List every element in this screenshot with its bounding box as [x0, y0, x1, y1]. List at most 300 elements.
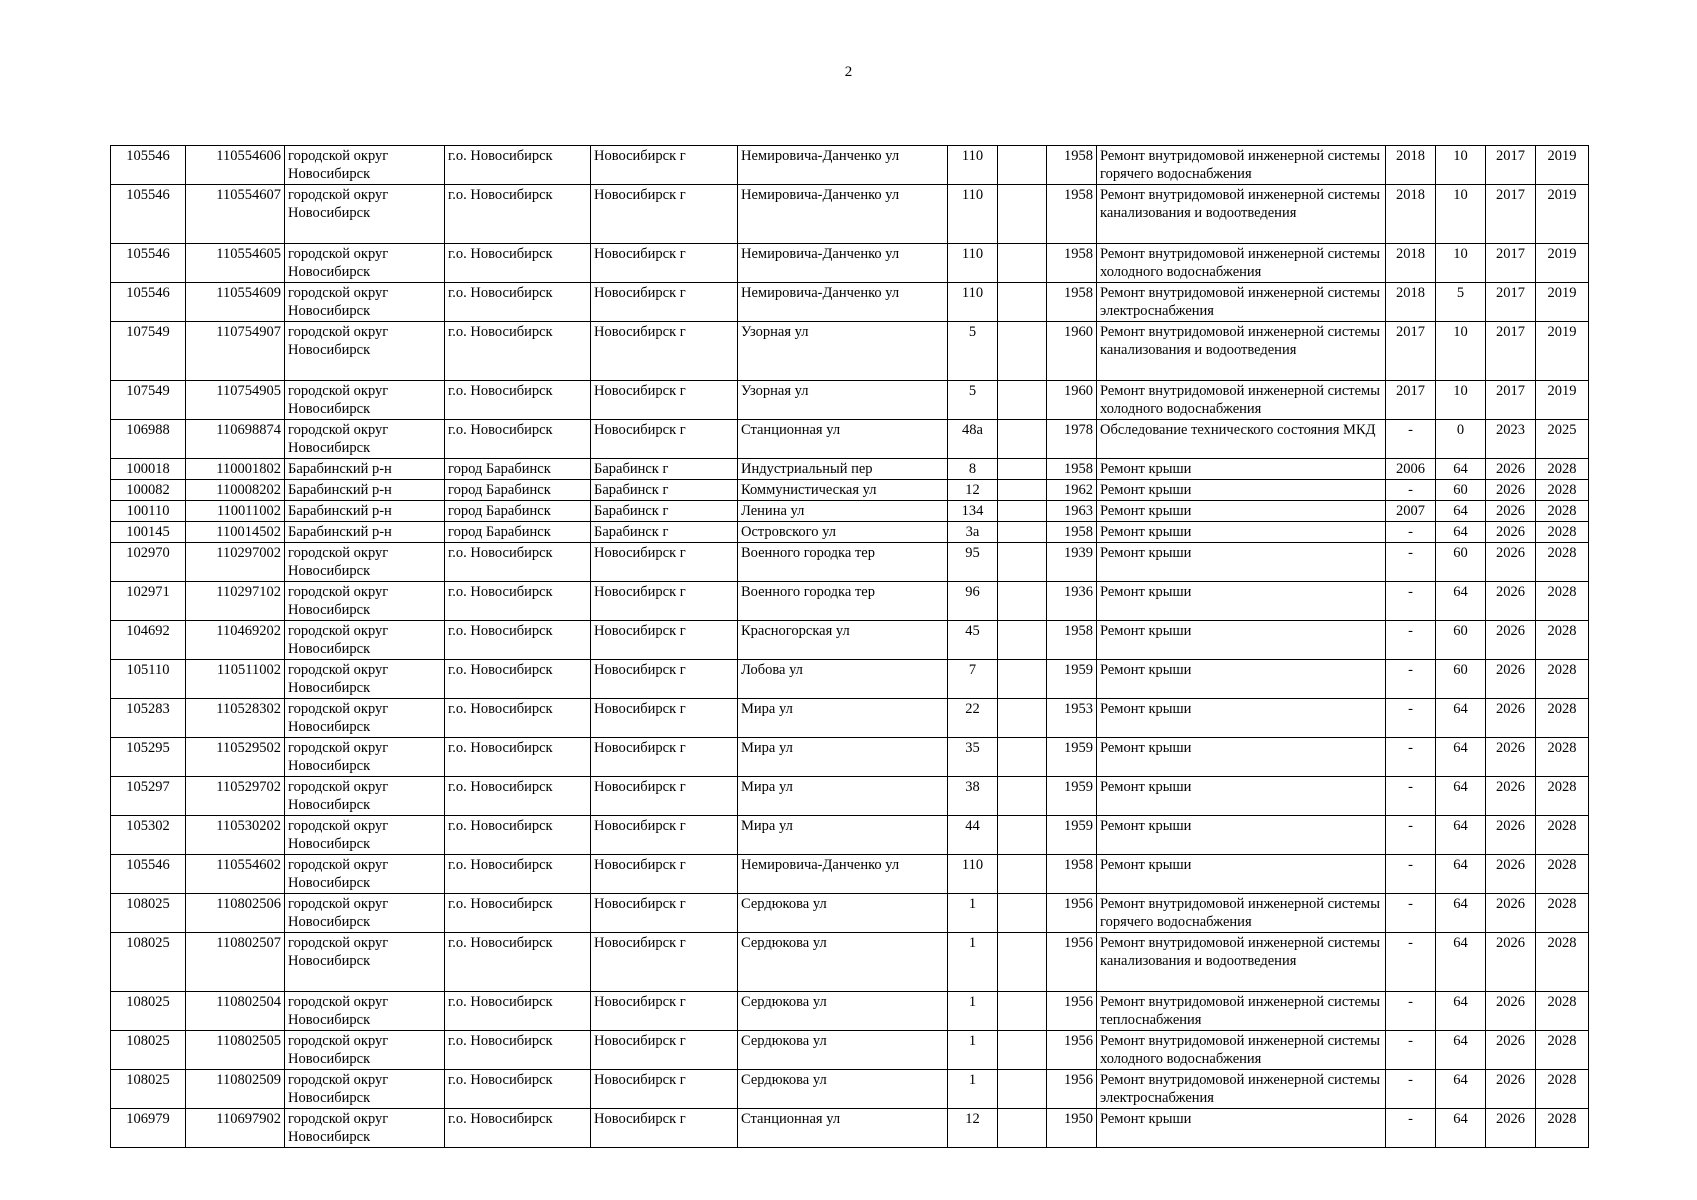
cell-construction-year: 1959: [1047, 738, 1097, 777]
cell-deterioration: 64: [1436, 933, 1486, 992]
cell-municipality: г.о. Новосибирск: [445, 699, 591, 738]
cell-municipality: г.о. Новосибирск: [445, 894, 591, 933]
cell-work-id: 110011002: [186, 501, 285, 522]
cell-house-number: 1: [948, 1070, 998, 1109]
cell-last-repair-year: -: [1386, 894, 1436, 933]
cell-last-repair-year: -: [1386, 738, 1436, 777]
cell-house-id: 100018: [111, 459, 186, 480]
cell-work-id: 110802506: [186, 894, 285, 933]
cell-construction-year: 1936: [1047, 582, 1097, 621]
cell-settlement: Новосибирск г: [591, 992, 738, 1031]
cell-construction-year: 1962: [1047, 480, 1097, 501]
cell-period-start: 2026: [1486, 855, 1536, 894]
cell-street: Станционная ул: [738, 420, 948, 459]
page-number: 2: [844, 64, 853, 80]
cell-street: Сердюкова ул: [738, 1031, 948, 1070]
cell-period-start: 2026: [1486, 894, 1536, 933]
cell-building: [998, 738, 1047, 777]
cell-municipality: г.о. Новосибирск: [445, 621, 591, 660]
cell-house-id: 105297: [111, 777, 186, 816]
cell-work-type: Ремонт крыши: [1097, 459, 1386, 480]
cell-work-id: 110529702: [186, 777, 285, 816]
cell-street: Коммунистическая ул: [738, 480, 948, 501]
cell-house-number: 1: [948, 894, 998, 933]
cell-deterioration: 64: [1436, 992, 1486, 1031]
cell-period-start: 2026: [1486, 459, 1536, 480]
cell-construction-year: 1953: [1047, 699, 1097, 738]
cell-house-id: 106988: [111, 420, 186, 459]
cell-deterioration: 0: [1436, 420, 1486, 459]
cell-period-end: 2019: [1536, 381, 1589, 420]
cell-deterioration: 10: [1436, 322, 1486, 381]
cell-house-number: 1: [948, 992, 998, 1031]
cell-street: Узорная ул: [738, 322, 948, 381]
cell-municipality: г.о. Новосибирск: [445, 322, 591, 381]
cell-house-id: 105546: [111, 855, 186, 894]
cell-work-type: Ремонт внутридомовой инженерной системы холодного водоснабжения: [1097, 1031, 1386, 1070]
cell-municipality: г.о. Новосибирск: [445, 855, 591, 894]
cell-municipality: г.о. Новосибирск: [445, 283, 591, 322]
cell-period-start: 2026: [1486, 992, 1536, 1031]
cell-municipal-district: городской округ Новосибирск: [285, 146, 445, 185]
cell-municipality: город Барабинск: [445, 501, 591, 522]
cell-last-repair-year: 2017: [1386, 322, 1436, 381]
cell-construction-year: 1958: [1047, 244, 1097, 283]
cell-settlement: Барабинск г: [591, 501, 738, 522]
table-row: [111, 699, 1589, 738]
cell-house-id: 105546: [111, 283, 186, 322]
cell-settlement: Новосибирск г: [591, 543, 738, 582]
cell-work-type: Ремонт крыши: [1097, 660, 1386, 699]
cell-deterioration: 10: [1436, 185, 1486, 244]
table-row: [111, 522, 1589, 543]
table-row: [111, 894, 1589, 933]
cell-construction-year: 1960: [1047, 381, 1097, 420]
cell-work-id: 110802504: [186, 992, 285, 1031]
cell-settlement: Новосибирск г: [591, 185, 738, 244]
cell-deterioration: 64: [1436, 855, 1486, 894]
cell-street: Мира ул: [738, 699, 948, 738]
cell-work-type: Ремонт внутридомовой инженерной системы холодного водоснабжения: [1097, 244, 1386, 283]
cell-construction-year: 1939: [1047, 543, 1097, 582]
cell-work-id: 110802509: [186, 1070, 285, 1109]
cell-work-type: Ремонт внутридомовой инженерной системы горячего водоснабжения: [1097, 146, 1386, 185]
cell-building: [998, 1031, 1047, 1070]
cell-period-start: 2017: [1486, 185, 1536, 244]
cell-work-id: 110754907: [186, 322, 285, 381]
cell-period-start: 2026: [1486, 621, 1536, 660]
cell-house-number: 110: [948, 185, 998, 244]
cell-building: [998, 146, 1047, 185]
cell-building: [998, 420, 1047, 459]
cell-settlement: Новосибирск г: [591, 1031, 738, 1070]
cell-period-start: 2023: [1486, 420, 1536, 459]
cell-construction-year: 1958: [1047, 855, 1097, 894]
cell-house-number: 110: [948, 283, 998, 322]
cell-street: Военного городка тер: [738, 582, 948, 621]
cell-last-repair-year: -: [1386, 582, 1436, 621]
cell-building: [998, 582, 1047, 621]
cell-street: Островского ул: [738, 522, 948, 543]
cell-municipal-district: городской округ Новосибирск: [285, 992, 445, 1031]
cell-street: Немировича-Данченко ул: [738, 855, 948, 894]
cell-municipal-district: городской округ Новосибирск: [285, 1031, 445, 1070]
table-row: [111, 816, 1589, 855]
table-row: [111, 777, 1589, 816]
cell-street: Мира ул: [738, 816, 948, 855]
cell-municipal-district: городской округ Новосибирск: [285, 660, 445, 699]
cell-house-id: 105110: [111, 660, 186, 699]
cell-period-end: 2019: [1536, 322, 1589, 381]
table-row: [111, 1109, 1589, 1148]
cell-construction-year: 1978: [1047, 420, 1097, 459]
cell-deterioration: 10: [1436, 146, 1486, 185]
cell-house-id: 105283: [111, 699, 186, 738]
cell-work-id: 110297002: [186, 543, 285, 582]
cell-period-start: 2017: [1486, 283, 1536, 322]
table-row: [111, 543, 1589, 582]
cell-house-id: 104692: [111, 621, 186, 660]
cell-work-type: Ремонт крыши: [1097, 621, 1386, 660]
cell-last-repair-year: 2006: [1386, 459, 1436, 480]
cell-period-start: 2026: [1486, 522, 1536, 543]
cell-building: [998, 480, 1047, 501]
cell-work-type: Ремонт внутридомовой инженерной системы теплоснабжения: [1097, 992, 1386, 1031]
cell-last-repair-year: -: [1386, 480, 1436, 501]
cell-period-end: 2028: [1536, 480, 1589, 501]
cell-last-repair-year: -: [1386, 1070, 1436, 1109]
cell-municipality: город Барабинск: [445, 480, 591, 501]
cell-work-type: Ремонт внутридомовой инженерной системы электроснабжения: [1097, 1070, 1386, 1109]
table-row: [111, 933, 1589, 992]
cell-house-number: 5: [948, 381, 998, 420]
cell-street: Немировича-Данченко ул: [738, 185, 948, 244]
cell-settlement: Новосибирск г: [591, 1070, 738, 1109]
cell-building: [998, 894, 1047, 933]
cell-period-end: 2028: [1536, 522, 1589, 543]
cell-work-id: 110754905: [186, 381, 285, 420]
cell-work-type: Ремонт внутридомовой инженерной системы канализования и водоотведения: [1097, 322, 1386, 381]
cell-street: Немировича-Данченко ул: [738, 283, 948, 322]
repair-program-table: [110, 145, 1589, 1148]
cell-house-number: 35: [948, 738, 998, 777]
table-row: [111, 420, 1589, 459]
cell-house-id: 107549: [111, 322, 186, 381]
cell-period-end: 2028: [1536, 699, 1589, 738]
cell-house-id: 108025: [111, 894, 186, 933]
cell-building: [998, 855, 1047, 894]
cell-period-end: 2028: [1536, 738, 1589, 777]
cell-work-id: 110802505: [186, 1031, 285, 1070]
cell-period-start: 2026: [1486, 543, 1536, 582]
cell-house-number: 1: [948, 933, 998, 992]
cell-street: Лобова ул: [738, 660, 948, 699]
cell-building: [998, 621, 1047, 660]
cell-construction-year: 1956: [1047, 894, 1097, 933]
cell-period-start: 2026: [1486, 699, 1536, 738]
cell-settlement: Новосибирск г: [591, 855, 738, 894]
cell-building: [998, 992, 1047, 1031]
cell-construction-year: 1959: [1047, 816, 1097, 855]
cell-municipal-district: городской округ Новосибирск: [285, 381, 445, 420]
cell-street: Немировича-Данченко ул: [738, 146, 948, 185]
cell-municipal-district: городской округ Новосибирск: [285, 894, 445, 933]
cell-municipal-district: городской округ Новосибирск: [285, 283, 445, 322]
cell-last-repair-year: -: [1386, 992, 1436, 1031]
cell-street: Сердюкова ул: [738, 1070, 948, 1109]
cell-period-end: 2019: [1536, 244, 1589, 283]
table-row: [111, 1070, 1589, 1109]
cell-period-start: 2017: [1486, 244, 1536, 283]
cell-last-repair-year: 2007: [1386, 501, 1436, 522]
cell-municipality: г.о. Новосибирск: [445, 660, 591, 699]
cell-settlement: Новосибирск г: [591, 699, 738, 738]
cell-municipality: г.о. Новосибирск: [445, 1109, 591, 1148]
cell-street: Сердюкова ул: [738, 894, 948, 933]
cell-period-start: 2026: [1486, 1070, 1536, 1109]
cell-house-number: 96: [948, 582, 998, 621]
table-row: [111, 1031, 1589, 1070]
cell-work-id: 110014502: [186, 522, 285, 543]
cell-house-number: 45: [948, 621, 998, 660]
table-row: [111, 459, 1589, 480]
cell-construction-year: 1963: [1047, 501, 1097, 522]
cell-deterioration: 10: [1436, 381, 1486, 420]
cell-deterioration: 60: [1436, 480, 1486, 501]
cell-municipal-district: городской округ Новосибирск: [285, 738, 445, 777]
cell-period-end: 2028: [1536, 1031, 1589, 1070]
table-row: [111, 501, 1589, 522]
cell-deterioration: 64: [1436, 738, 1486, 777]
cell-last-repair-year: -: [1386, 855, 1436, 894]
cell-work-id: 110697902: [186, 1109, 285, 1148]
cell-house-id: 108025: [111, 992, 186, 1031]
cell-deterioration: 60: [1436, 660, 1486, 699]
cell-last-repair-year: 2017: [1386, 381, 1436, 420]
table-row: [111, 738, 1589, 777]
cell-house-number: 1: [948, 1031, 998, 1070]
cell-municipal-district: городской округ Новосибирск: [285, 543, 445, 582]
cell-construction-year: 1958: [1047, 621, 1097, 660]
table-row: [111, 244, 1589, 283]
cell-deterioration: 64: [1436, 522, 1486, 543]
cell-last-repair-year: 2018: [1386, 244, 1436, 283]
table-row: [111, 185, 1589, 244]
cell-building: [998, 381, 1047, 420]
cell-period-end: 2028: [1536, 816, 1589, 855]
cell-municipality: г.о. Новосибирск: [445, 816, 591, 855]
cell-house-id: 107549: [111, 381, 186, 420]
cell-work-type: Ремонт крыши: [1097, 777, 1386, 816]
cell-period-start: 2026: [1486, 501, 1536, 522]
cell-period-end: 2028: [1536, 501, 1589, 522]
cell-construction-year: 1956: [1047, 1070, 1097, 1109]
cell-last-repair-year: -: [1386, 543, 1436, 582]
cell-period-end: 2028: [1536, 459, 1589, 480]
cell-period-end: 2019: [1536, 283, 1589, 322]
cell-construction-year: 1956: [1047, 1031, 1097, 1070]
cell-house-number: 48а: [948, 420, 998, 459]
cell-period-start: 2026: [1486, 1031, 1536, 1070]
cell-period-start: 2026: [1486, 582, 1536, 621]
cell-period-end: 2028: [1536, 777, 1589, 816]
cell-street: Мира ул: [738, 777, 948, 816]
cell-building: [998, 699, 1047, 738]
table-row: [111, 582, 1589, 621]
cell-period-end: 2025: [1536, 420, 1589, 459]
cell-construction-year: 1959: [1047, 660, 1097, 699]
cell-house-id: 108025: [111, 933, 186, 992]
cell-house-number: 12: [948, 1109, 998, 1148]
cell-period-start: 2026: [1486, 1109, 1536, 1148]
table-row: [111, 992, 1589, 1031]
cell-work-type: Ремонт крыши: [1097, 1109, 1386, 1148]
cell-settlement: Новосибирск г: [591, 816, 738, 855]
cell-municipality: г.о. Новосибирск: [445, 244, 591, 283]
cell-municipality: г.о. Новосибирск: [445, 543, 591, 582]
table-row: [111, 621, 1589, 660]
cell-settlement: Новосибирск г: [591, 621, 738, 660]
cell-house-number: 8: [948, 459, 998, 480]
cell-period-end: 2028: [1536, 621, 1589, 660]
cell-construction-year: 1956: [1047, 992, 1097, 1031]
table-row: [111, 381, 1589, 420]
cell-work-type: Ремонт внутридомовой инженерной системы канализования и водоотведения: [1097, 933, 1386, 992]
cell-last-repair-year: -: [1386, 777, 1436, 816]
cell-house-id: 102971: [111, 582, 186, 621]
cell-construction-year: 1959: [1047, 777, 1097, 816]
cell-deterioration: 60: [1436, 621, 1486, 660]
cell-building: [998, 283, 1047, 322]
cell-municipal-district: городской округ Новосибирск: [285, 420, 445, 459]
cell-work-id: 110554607: [186, 185, 285, 244]
cell-street: Военного городка тер: [738, 543, 948, 582]
cell-municipal-district: Барабинский р-н: [285, 459, 445, 480]
cell-house-id: 102970: [111, 543, 186, 582]
cell-period-start: 2026: [1486, 777, 1536, 816]
cell-construction-year: 1956: [1047, 933, 1097, 992]
cell-municipality: г.о. Новосибирск: [445, 738, 591, 777]
cell-street: Красногорская ул: [738, 621, 948, 660]
cell-work-type: Ремонт внутридомовой инженерной системы холодного водоснабжения: [1097, 381, 1386, 420]
cell-municipal-district: городской округ Новосибирск: [285, 1109, 445, 1148]
cell-construction-year: 1950: [1047, 1109, 1097, 1148]
cell-work-id: 110554602: [186, 855, 285, 894]
cell-work-type: Ремонт крыши: [1097, 855, 1386, 894]
cell-construction-year: 1958: [1047, 283, 1097, 322]
cell-house-number: 22: [948, 699, 998, 738]
cell-house-id: 106979: [111, 1109, 186, 1148]
cell-municipal-district: городской округ Новосибирск: [285, 816, 445, 855]
cell-work-id: 110469202: [186, 621, 285, 660]
cell-work-type: Ремонт внутридомовой инженерной системы канализования и водоотведения: [1097, 185, 1386, 244]
cell-street: Сердюкова ул: [738, 933, 948, 992]
cell-building: [998, 543, 1047, 582]
cell-municipality: г.о. Новосибирск: [445, 185, 591, 244]
table-row: [111, 480, 1589, 501]
cell-municipal-district: городской округ Новосибирск: [285, 185, 445, 244]
cell-last-repair-year: -: [1386, 660, 1436, 699]
cell-street: Индустриальный пер: [738, 459, 948, 480]
cell-building: [998, 816, 1047, 855]
cell-building: [998, 322, 1047, 381]
cell-last-repair-year: -: [1386, 621, 1436, 660]
cell-street: Мира ул: [738, 738, 948, 777]
cell-deterioration: 60: [1436, 543, 1486, 582]
cell-house-id: 105546: [111, 185, 186, 244]
cell-house-id: 100110: [111, 501, 186, 522]
cell-municipal-district: городской округ Новосибирск: [285, 777, 445, 816]
cell-municipality: г.о. Новосибирск: [445, 582, 591, 621]
cell-building: [998, 459, 1047, 480]
cell-municipal-district: Барабинский р-н: [285, 522, 445, 543]
cell-deterioration: 5: [1436, 283, 1486, 322]
cell-municipal-district: городской округ Новосибирск: [285, 582, 445, 621]
cell-municipality: г.о. Новосибирск: [445, 381, 591, 420]
cell-building: [998, 1070, 1047, 1109]
cell-municipality: г.о. Новосибирск: [445, 933, 591, 992]
cell-house-number: 110: [948, 855, 998, 894]
cell-last-repair-year: -: [1386, 1031, 1436, 1070]
cell-period-end: 2019: [1536, 146, 1589, 185]
cell-house-number: 44: [948, 816, 998, 855]
cell-municipality: город Барабинск: [445, 522, 591, 543]
cell-street: Немировича-Данченко ул: [738, 244, 948, 283]
cell-house-id: 105302: [111, 816, 186, 855]
cell-building: [998, 660, 1047, 699]
cell-municipality: г.о. Новосибирск: [445, 992, 591, 1031]
cell-settlement: Новосибирск г: [591, 244, 738, 283]
cell-last-repair-year: -: [1386, 1109, 1436, 1148]
cell-house-id: 105295: [111, 738, 186, 777]
cell-work-id: 110008202: [186, 480, 285, 501]
cell-work-id: 110554606: [186, 146, 285, 185]
cell-period-start: 2017: [1486, 146, 1536, 185]
cell-deterioration: 64: [1436, 459, 1486, 480]
cell-deterioration: 64: [1436, 1031, 1486, 1070]
cell-work-type: Ремонт внутридомовой инженерной системы горячего водоснабжения: [1097, 894, 1386, 933]
cell-municipality: г.о. Новосибирск: [445, 146, 591, 185]
cell-work-type: Ремонт крыши: [1097, 501, 1386, 522]
cell-work-type: Ремонт крыши: [1097, 738, 1386, 777]
cell-house-number: 95: [948, 543, 998, 582]
cell-period-start: 2026: [1486, 738, 1536, 777]
cell-deterioration: 64: [1436, 501, 1486, 522]
cell-settlement: Новосибирск г: [591, 777, 738, 816]
table-body: [111, 146, 1589, 1148]
cell-street: Ленина ул: [738, 501, 948, 522]
cell-deterioration: 64: [1436, 777, 1486, 816]
cell-street: Сердюкова ул: [738, 992, 948, 1031]
cell-house-id: 100082: [111, 480, 186, 501]
cell-deterioration: 64: [1436, 699, 1486, 738]
cell-settlement: Новосибирск г: [591, 146, 738, 185]
cell-house-number: 110: [948, 146, 998, 185]
cell-house-number: 7: [948, 660, 998, 699]
cell-deterioration: 64: [1436, 894, 1486, 933]
cell-house-id: 100145: [111, 522, 186, 543]
cell-street: Станционная ул: [738, 1109, 948, 1148]
cell-house-number: 5: [948, 322, 998, 381]
cell-work-type: Ремонт крыши: [1097, 480, 1386, 501]
cell-deterioration: 64: [1436, 1109, 1486, 1148]
cell-period-end: 2019: [1536, 185, 1589, 244]
cell-last-repair-year: -: [1386, 522, 1436, 543]
cell-settlement: Новосибирск г: [591, 381, 738, 420]
cell-period-start: 2026: [1486, 480, 1536, 501]
cell-settlement: Барабинск г: [591, 480, 738, 501]
cell-building: [998, 522, 1047, 543]
